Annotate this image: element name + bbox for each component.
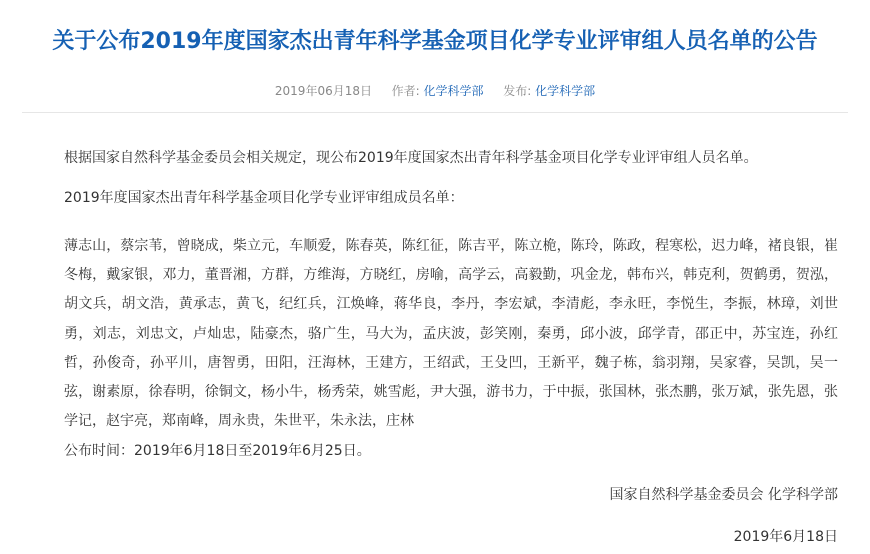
- page-title: 关于公布2019年度国家杰出青年科学基金项目化学专业评审组人员名单的公告: [52, 29, 818, 54]
- publication-period: 公布时间：2019年6月18日至2019年6月25日。: [64, 443, 371, 459]
- article-meta: [0, 82, 870, 99]
- member-names-list: 薄志山，蔡宗苇，曾晓成，柴立元，车顺爱，陈春英，陈红征，陈吉平，陈立桅，陈玲，陈政，程寒松，迟力峰，褚良银，崔冬梅，戴家银，邓力，董晋湘，方群，方维海，方晓红，房喻，高学云，高毅勤，巩金龙，韩布兴，韩克利，贺鹤勇，贺泓，胡文兵，胡文浩，黄承志，黄飞，纪红兵，江焕峰，蒋华良，李丹，李宏斌，李清彪，李永旺，李悦生，李振，林璋，刘世勇，刘志，刘忠文，卢灿忠，陆豪杰，骆广生，马大为，孟庆波，彭笑刚，秦勇，邱小波，邱学青，邵正中，苏宝连，孙红哲，孙俊奇，孙平川，唐智勇，田阳，汪海林，王建方，王绍武，王殳凹，王新平，魏子栋，翁羽翔，吴家睿，吴凯，吴一弦，谢素原，徐春明，徐铜文，杨小牛，杨秀荣，姚雪彪，尹大强，游书力，于中振，张国林，张杰鹏，张万斌，张先恩，张学记，赵宇亮，郑南峰，周永贵，朱世平，朱永法，庄林: [64, 238, 838, 430]
- list-heading: 2019年度国家杰出青年科学基金项目化学专业评审组成员名单：: [64, 190, 464, 206]
- publisher-link[interactable]: 化学科学部: [535, 84, 596, 98]
- author-link[interactable]: 化学科学部: [423, 84, 484, 98]
- signature-organization: 国家自然科学基金委员会 化学科学部: [609, 487, 838, 503]
- publish-date: 2019年06月18日: [274, 84, 372, 98]
- author-label: 作者:: [391, 84, 420, 98]
- signature-date: 2019年6月18日: [733, 529, 838, 545]
- intro-paragraph: 根据国家自然科学基金委员会相关规定，现公布2019年度国家杰出青年科学基金项目化学专业评审组人员名单。: [64, 150, 758, 166]
- publisher-label: 发布:: [503, 84, 532, 98]
- title-divider: [22, 112, 848, 113]
